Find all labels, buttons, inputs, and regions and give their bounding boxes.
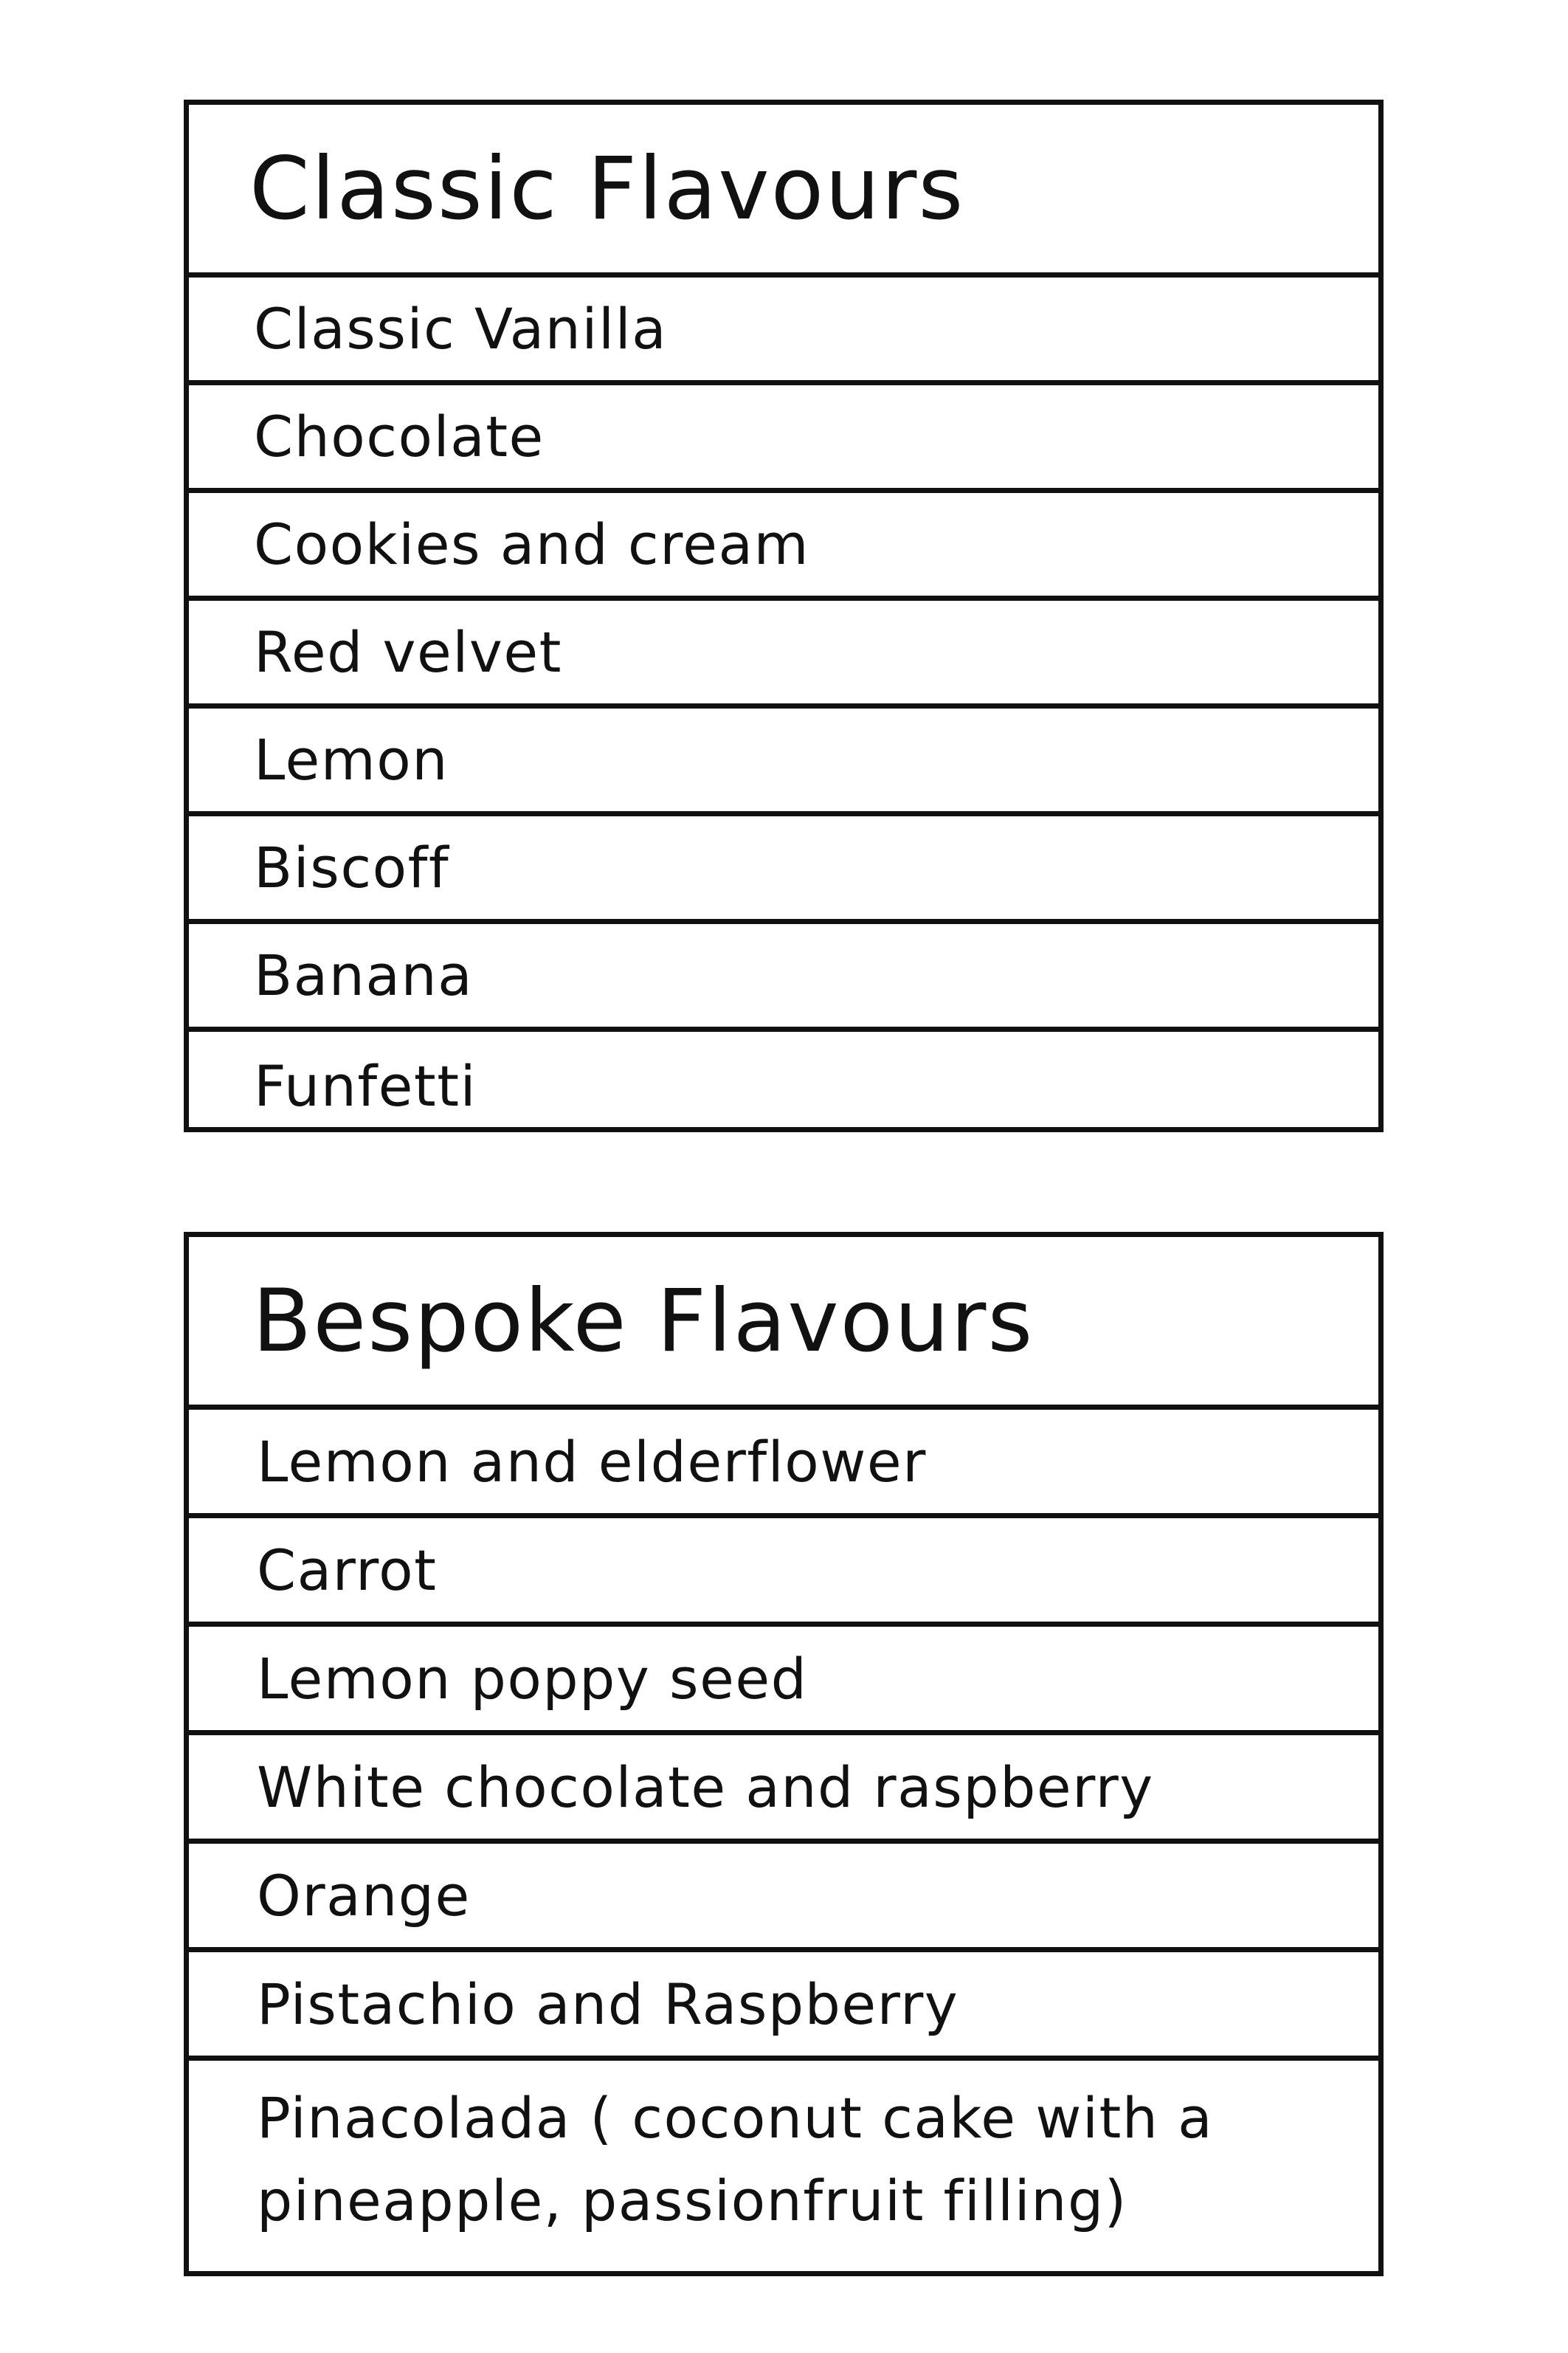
flavour-row: White chocolate and raspberry [189, 1735, 1378, 1844]
flavour-row: Carrot [189, 1518, 1378, 1627]
bespoke-flavours-title: Bespoke Flavours [189, 1237, 1378, 1410]
bespoke-flavours-table [184, 1232, 1384, 2276]
flavour-row: Classic Vanilla [189, 278, 1378, 385]
flavour-row: Cookies and cream [189, 493, 1378, 601]
flavour-row: Red velvet [189, 601, 1378, 709]
flavour-row: Pinacolada ( coconut cake with a pineapple, passionfruit filling) [257, 2085, 1214, 2233]
flavour-row: Lemon [189, 709, 1378, 816]
flavour-row: Lemon and elderflower [189, 1410, 1378, 1518]
flavour-row: Lemon poppy seed [189, 1627, 1378, 1735]
flavour-row: Banana [189, 924, 1378, 1032]
classic-flavours-table [184, 100, 1384, 1132]
flavour-row: Pistachio and Raspberry [189, 1952, 1378, 2061]
flavour-row: Funfetti [254, 1053, 477, 1119]
flavour-row: Orange [189, 1844, 1378, 1952]
flavour-row: Chocolate [189, 385, 1378, 493]
flavour-row: Biscoff [189, 816, 1378, 924]
classic-flavours-title: Classic Flavours [189, 105, 1378, 278]
